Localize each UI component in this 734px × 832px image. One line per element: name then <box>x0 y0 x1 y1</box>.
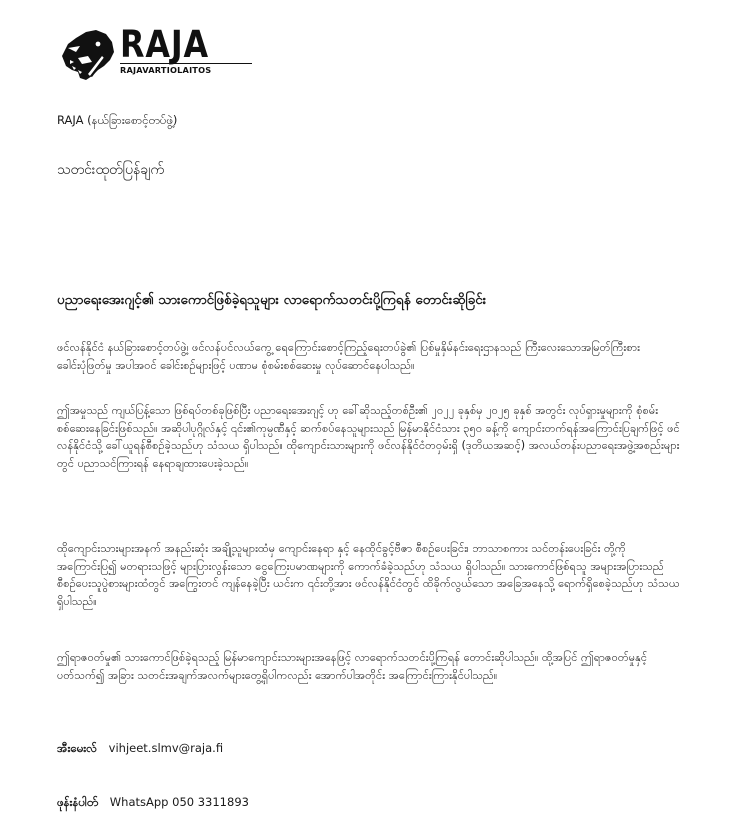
email-address[interactable]: vihjeet.slmv@raja.fi <box>108 741 224 755</box>
contact-email-row <box>57 741 223 758</box>
body-paragraph-1: ဖင်လန်နိုင်ငံ နယ်ခြားစောင့်တပ်ဖွဲ့၊ ဖင်လန်ပင်လယ်ကွေ့ ရေကြောင်းစောင့်ကြည့်ရေးတပ်ခွဲ၏ ပြစ်မှုနှိမ်နင်းရေးဌာနသည် ကြီးလေးသောအမြတ်ကြီးစားခေါင်းပုံဖြတ်မှု အပါအဝင် ခေါင်းစဉ်များဖြင့် ပဏာမ စုံစမ်းစစ်ဆေးမှု လုပ်ဆောင်နေပါသည်။ <box>57 341 640 372</box>
logo-wordmark: RAJA <box>120 23 210 66</box>
document-type: သတင်းထုတ်ပြန်ချက် <box>57 162 165 178</box>
logo-subtitle: RAJAVARTIOLAITOS <box>120 63 252 75</box>
raja-logo <box>58 23 252 96</box>
organization-name: RAJA (နယ်ခြားစောင့်တပ်ဖွဲ့) <box>57 113 178 127</box>
body-paragraph-3: ထိုကျောင်းသားများအနက် အနည်းဆုံး အချို့သူများထံမှ ကျောင်းနေရာ နှင့် နေထိုင်ခွင့်ဗီဇာ စီစဉ်ပေးခြင်း၊ ဘာသာစကား သင်တန်းပေးခြင်း တို့ကို အကြောင်းပြ၍ မတရားသဖြင့် များပြားလွန်းသော ငွေကြေးပမာဏများကို ကောက်ခံခဲ့သည်ဟု သံသယ ရှိပါသည်။ သားကောင်ဖြစ်ရသူ အများအပြားသည် စီစဉ်ပေးသူပွဲစားများထံတွင် အကြွေးတင် ကျန်နေခဲ့ပြီး ယင်းက ၎င်းတို့အား ဖင်လန်နိုင်ငံတွင် ထိခိုက်လွယ်သော အခြေအနေသို့ ရောက်ရှိစေခဲ့သည်ဟု သံသယရှိပါသည်။ <box>57 542 680 608</box>
email-label: အီးမေးလ် <box>57 741 97 755</box>
phone-number[interactable]: WhatsApp 050 3311893 <box>109 795 249 809</box>
jaguar-head-icon <box>58 26 116 84</box>
body-paragraph-4: ဤရာဇဝတ်မှု၏ သားကောင်ဖြစ်ခဲ့ရသည့် မြန်မာကျောင်းသားများအနေဖြင့် လာရောက်သတင်းပို့ကြရန် တောင်းဆိုပါသည်။ ထို့အပြင် ဤရာဇဝတ်မှုနှင့်ပတ်သက်၍ အခြား သတင်းအချက်အလက်များတွေ့ရှိပါကလည်း အောက်ပါအတိုင်း အကြောင်းကြားနိုင်ပါသည်။ <box>57 651 648 682</box>
phone-label: ဖုန်းနံပါတ် <box>57 795 99 809</box>
body-paragraph-2: ဤအမှုသည် ကျယ်ပြန့်သော ဖြစ်ရပ်တစ်ခုဖြစ်ပြီး ပညာရေးအေးဂျင့် ဟု ခေါ်ဆိုသည့်တစ်ဦး၏ ၂၀၂၂ ခုနှစ်မှ ၂၀၂၅ ခုနှစ် အတွင်း လုပ်ရှားမှုများကို စုံစမ်းစစ်ဆေးနေခြင်းဖြစ်သည်။ အဆိုပါပုဂ္ဂိုလ်နှင့် ၎င်း၏ကုမ္ပဏီနှင့် ဆက်စပ်နေသူများသည် မြန်မာနိုင်ငံသား ၃၅၀ ခန့်ကို ကျောင်းတက်ရန်အကြောင်းပြချက်ဖြင့် ဖင်လန်နိုင်ငံသို့ ခေါ်ယူရန်စီစဉ်ခဲ့သည်ဟု သံသယ ရှိပါသည်။ ထိုကျောင်းသားများကို ဖင်လန်နိုင်ငံတဝှမ်းရှိ (ဒုတိယအဆင့်) အလယ်တန်းပညာရေးအဖွဲ့အစည်းများတွင် ပညာသင်ကြားရန် နေရာချထားပေးခဲ့သည်။ <box>57 404 680 470</box>
press-release-headline: ပညာရေးအေးဂျင့်၏ သားကောင်ဖြစ်ခဲ့ရသူများ လာရောက်သတင်းပို့ကြရန် တောင်းဆိုခြင်း <box>57 292 487 308</box>
contact-phone-row <box>57 795 249 812</box>
